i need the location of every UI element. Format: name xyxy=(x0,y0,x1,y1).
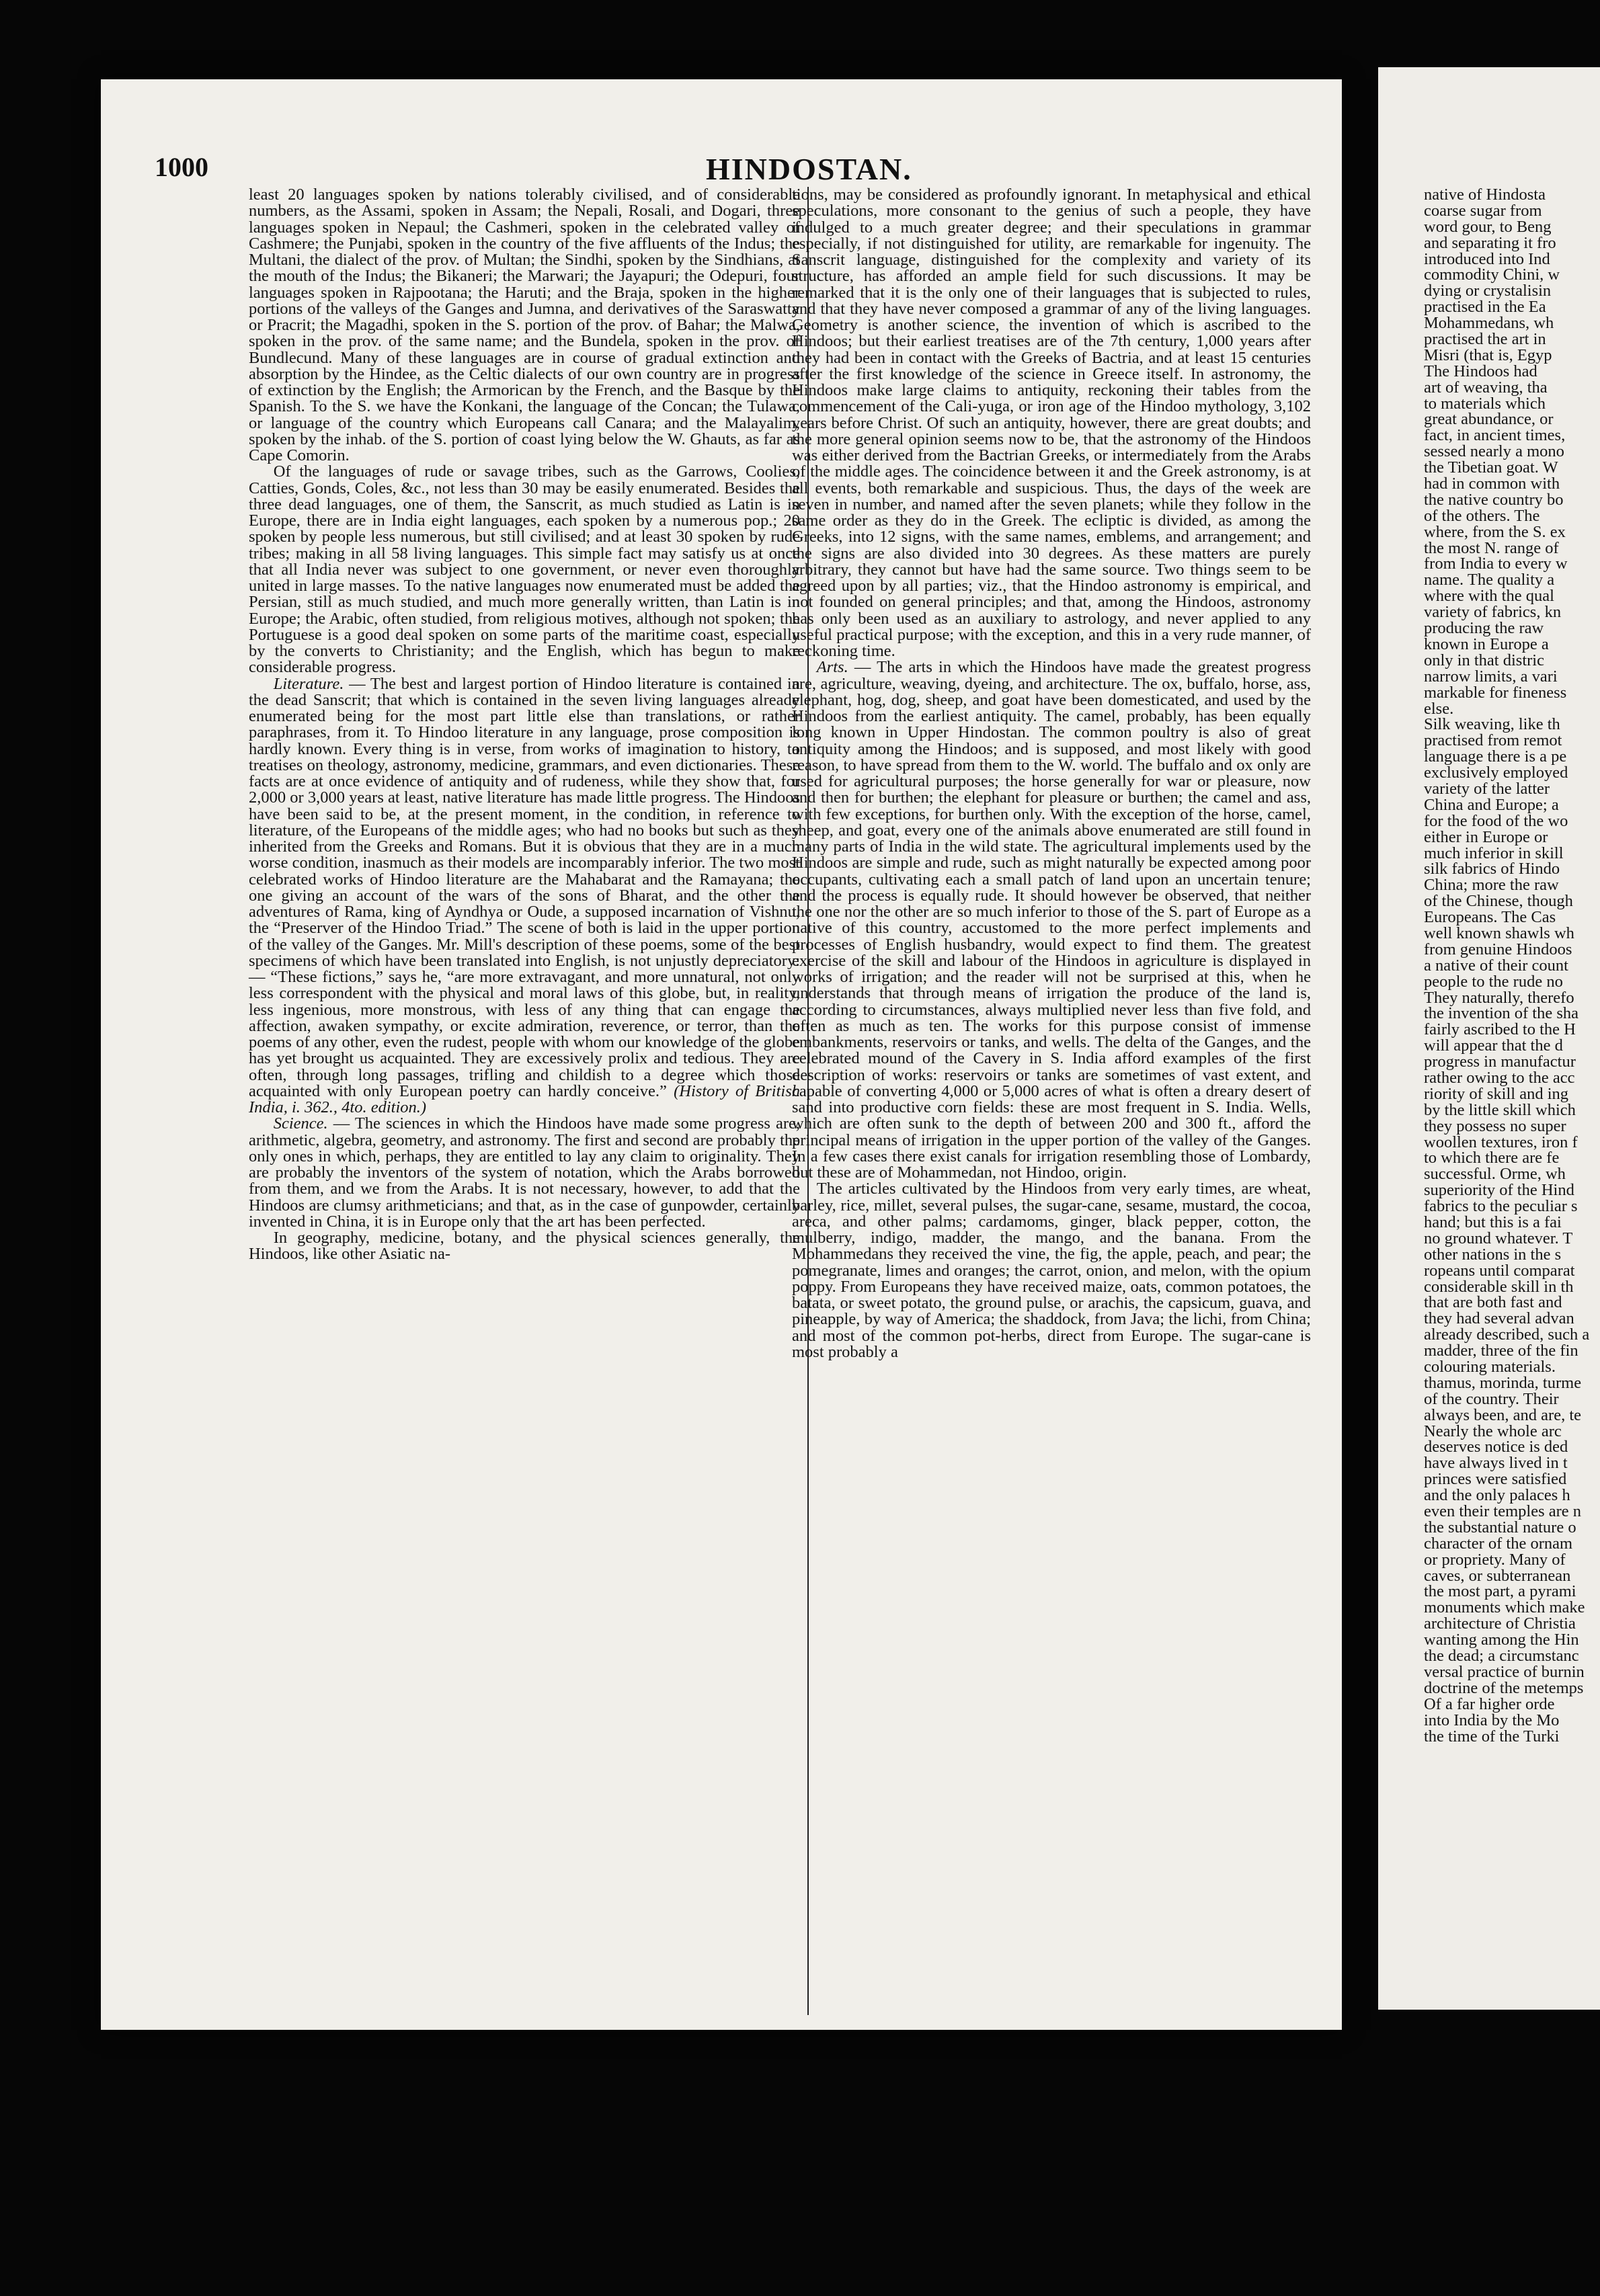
text-line: riority of skill and ing xyxy=(1424,1084,1569,1103)
text-line: the time of the Turki xyxy=(1424,1727,1560,1746)
text-line: name. The quality a xyxy=(1424,571,1555,589)
text-line: deserves notice is ded xyxy=(1424,1438,1568,1457)
text-line: monuments which make xyxy=(1424,1598,1585,1617)
text-line: practised the art in xyxy=(1424,330,1546,349)
text-line: the Tibetian goat. W xyxy=(1424,458,1558,477)
page-number: 1000 xyxy=(155,152,208,182)
paragraph: Of the languages of rude or savage tribes, such as the Garrows, Coolies, Catties, Gonds, Coles, &c., not less than 30 may be easily enumerated. Besides the three dead languages, one of them, the Sanscrit, as much studied as Latin is in Europe, there are in India eight languages, each spoken by a numerous pop.; 20 spoken by people less numerous, but still civilised; and at least 30 spoken by rude tribes; making in all 58 living languages. This simple fact may satisfy us at once that all India never was subject to one government, or never even thoroughly united in large masses. To the native languages now enumerated must be added the Persian, still as much studied, and much more generally written, than Latin is in Europe; the Arabic, often studied, from religious motives, although not spoken; the Portuguese is a good deal spoken on some parts of the maritime coast, especially by the converts to Christianity; and the English, which has begun to make considerable progress. xyxy=(249,462,800,677)
text-line: markable for fineness xyxy=(1424,683,1567,702)
text-line: fabrics to the peculiar s xyxy=(1424,1197,1578,1216)
text-line: no ground whatever. T xyxy=(1424,1229,1573,1247)
text-line: variety of the latter xyxy=(1424,779,1550,798)
paragraph: The articles cultivated by the Hindoos from very early times, are wheat, barley, rice, millet, several pulses, the sugar-cane, sesame, mustard, the cocoa, areca, and other palms; cardamoms, ginger, black pepper, cotton, the mulberry, indigo, madder, the mango, and the banana. From the Mohammedans they received the vine, the fig, the apple, peach, and pear; the pomegranate, limes and oranges; the carrot, onion, and melon, with the opium poppy. From Europeans they have received maize, oats, common potatoes, the batata, or sweet potato, the ground pulse, or arachis, the capsicum, guava, and pineapple, by way of America; the shaddock, from Java; the lichi, from China; and most of the common pot-herbs, direct from Europe. The sugar-cane is most probably a xyxy=(792,1180,1311,1361)
text-line: character of the ornam xyxy=(1424,1534,1573,1553)
text-line: a native of their count xyxy=(1424,956,1568,975)
text-line: successful. Orme, wh xyxy=(1424,1165,1566,1184)
section-heading: Literature. xyxy=(273,674,344,693)
text-line: thamus, morinda, turme xyxy=(1424,1373,1582,1392)
text-line: they had several advan xyxy=(1424,1309,1574,1328)
text-line: word gour, to Beng xyxy=(1424,217,1552,236)
text-line: to which there are fe xyxy=(1424,1149,1560,1167)
text-line: considerable skill in th xyxy=(1424,1277,1574,1296)
text-line: of the country. Their xyxy=(1424,1389,1559,1408)
text-line: fairly ascribed to the H xyxy=(1424,1020,1576,1039)
text-line: princes were satisfied xyxy=(1424,1470,1567,1489)
text-line: where with the qual xyxy=(1424,587,1554,606)
paragraph-text: — The best and largest portion of Hindoo literature is contained in the dead Sanscrit; that which is contained in the seven living languages already enumerated being for the most part little else than translations, or rather paraphrases, from it. To Hindoo literature in any language, prose composition is hardly known. Every thing is in verse, from works of imagination to history, to treatises on theology, astronomy, medicine, grammars, and even dictionaries. These facts are at once evidence of antiquity and of rudeness, while they show that, for 2,000 or 3,000 years at least, native literature has made little progress. The Hindoos have been said to be, at the present moment, in the condition, in reference to literature, of the Europeans of the middle ages; who had no books but such as they inherited from the Greeks and Romans. But it is obvious that they are in a much worse condition, inasmuch as their models are incomparably inferior. The two most celebrated works of Hindoo literature are the Mahabarat and the Ramayana; the one giving an account of the wars of the sons of Bharat, and the other the adventures of Rama, king of Ayndhya or Oude, a supposed incarnation of Vishnu, the “Preserver of the Hindoo Triad.” The scene of both is laid in the upper portion of the valley of the Ganges. Mr. Mill's description of these poems, some of the best specimens of which have been translated into English, is not unjustly depreciatory: — “These fictions,” says he, “are more extravagant, and more unnatural, not only less correspondent with the physical and moral laws of this globe, but, in reality, less ingenious, more monstrous, with less of any thing that can engage the affection, awaken sympathy, or excite admiration, reverence, or terror, than the poems of any other, even the rudest, people with whom our knowledge of the globe has yet brought us acquainted. They are excessively prolix and tedious. They are often, through long passages, trifling and childish to a degree which those acquainted with only European poetry can hardly conceive.” xyxy=(249,674,800,1100)
science-paragraph xyxy=(249,1116,800,1230)
page-header xyxy=(155,151,1230,185)
paragraph: tions, may be considered as profoundly ignorant. In metaphysical and ethical speculations, more consonant to the genius of such a people, they have indulged to a much greater degree; and their speculations in grammar especially, if not distinguished for utility, are remarkable for ingenuity. The Sanscrit language, distinguished for the complexity and variety of its structure, has afforded an ample field for such discussions. It may be remarked that it is the only one of their languages that is subjected to rules, and that they have never composed a grammar of any of the living languages. Geometry is another science, the invention of which is ascribed to the Hindoos; but their earliest treatises are of the 7th century, 1,000 years after they had been in contact with the Greeks of Bactria, and at least 15 centuries after the first knowledge of the science in Greece itself. In astronomy, the Hindoos make large claims to antiquity, reckoning their tables from the commencement of the Cali-yuga, or iron age of the Hindoo mythology, 3,102 years before Christ. Of such an antiquity, however, there are great doubts; and the more general opinion seems now to be, that the astronomy of the Hindoos was either derived from the Bactrian Greeks, or intermediately from the Arabs of the middle ages. The coincidence between it and the Greek astronomy, is at all events, both remarkable and suspicious. Thus, the days of the week are seven in number, and named after the seven planets; while they follow in the same order as they do in the Greek. The ecliptic is divided, as among the Greeks, into 12 signs, with the same names, emblems, and arrangement; and the signs are also divided into 30 degrees. As these matters are purely arbitrary, they cannot but have had the same source. Two things seem to be agreed upon by all parties; viz., that the Hindoo astronomy is empirical, and not founded on general principles; and that, among the Hindoos, astronomy has only been used as an auxiliary to astrology, and never applied to any useful practical purpose; with the exception, and this in a very rude manner, of reckoning time. xyxy=(792,186,1311,660)
text-line: They naturally, therefo xyxy=(1424,988,1574,1007)
text-line: the most part, a pyrami xyxy=(1424,1582,1576,1601)
text-line: coarse sugar from xyxy=(1424,201,1542,220)
text-line: colouring materials. xyxy=(1424,1358,1556,1377)
text-line: woollen textures, iron f xyxy=(1424,1133,1578,1151)
text-line: Europeans. The Cas xyxy=(1424,908,1556,927)
text-line: language there is a pe xyxy=(1424,747,1567,766)
text-line: into India by the Mo xyxy=(1424,1711,1560,1729)
text-line: Silk weaving, like th xyxy=(1424,715,1560,734)
text-line: much inferior in skill xyxy=(1424,844,1564,862)
text-line: madder, three of the fin xyxy=(1424,1342,1578,1360)
text-line: Nearly the whole arc xyxy=(1424,1422,1562,1440)
text-line: already described, such a xyxy=(1424,1325,1590,1344)
text-line: architecture of Christia xyxy=(1424,1614,1576,1633)
text-line: or propriety. Many of xyxy=(1424,1550,1566,1569)
text-line: the invention of the sha xyxy=(1424,1004,1578,1023)
text-line: sessed nearly a mono xyxy=(1424,442,1564,461)
text-line: only in that distric xyxy=(1424,651,1544,669)
text-line: had in common with xyxy=(1424,475,1560,493)
text-line: they possess no super xyxy=(1424,1116,1566,1135)
text-line: native of Hindosta xyxy=(1424,187,1546,204)
text-line: other nations in the s xyxy=(1424,1245,1562,1264)
text-line: practised from remot xyxy=(1424,731,1562,750)
text-line: progress in manufactur xyxy=(1424,1053,1576,1071)
text-line: doctrine of the metemps xyxy=(1424,1678,1584,1697)
text-line: for the food of the wo xyxy=(1424,811,1568,830)
text-line: rather owing to the acc xyxy=(1424,1068,1575,1087)
text-line: and the only palaces h xyxy=(1424,1486,1570,1505)
text-line: exclusively employed xyxy=(1424,764,1568,782)
text-line: people to the rude no xyxy=(1424,972,1563,991)
paragraph: In geography, medicine, botany, and the physical sciences generally, the Hindoos, like other Asiatic na- xyxy=(249,1229,800,1264)
text-line: silk fabrics of Hindo xyxy=(1424,860,1560,878)
text-line: great abundance, or xyxy=(1424,410,1554,429)
text-line: hand; but this is a fai xyxy=(1424,1213,1562,1231)
text-line: ropeans until comparat xyxy=(1424,1261,1575,1280)
text-line: have always lived in t xyxy=(1424,1454,1568,1473)
section-heading: Arts. xyxy=(816,658,848,677)
text-line: producing the raw xyxy=(1424,619,1544,638)
text-line: Mohammedans, wh xyxy=(1424,314,1554,333)
text-line: art of weaving, tha xyxy=(1424,378,1548,397)
paragraph-text: — The arts in which the Hindoos have made the greatest progress are, agriculture, weaving, dyeing, and architecture. The ox, buffalo, horse, ass, elephant, hog, dog, sheep, and goat have been domesticated, and used by the Hindoos from the earliest antiquity. The camel, probably, has been equally long known in Upper Hindostan. The common poultry is also of great antiquity among the Hindoos; and is supposed, and most likely with good reason, to have spread from them to the W. world. The buffalo and ox only are used for agricultural purposes; the horse generally for war or pleasure, now and then for burthen; the elephant for pleasure or burthen; the camel and ass, with few exceptions, for burthen only. With the exception of the horse, camel, sheep, and goat, every one of the animals above enumerated are still found in many parts of India in the wild state. The agricultural implements used by the Hindoos are simple and rude, such as might naturally be expected among poor occupants, cultivating each a small patch of land upon an uncertain tenure; and the process is equally rude. It should however be observed, that neither the one nor the other are so much inferior to those of the S. part of Europe as a native of this country, accustomed to the more perfect implements and processes of English husbandry, would expect to find them. The greatest exercise of the skill and labour of the Hindoos in agriculture is displayed in works of irrigation; and the reader will not be surprised at this, when he understands that through means of irrigation the produce of the land is, according to circumstances, always multiplied never less than five fold, and often as much as ten. The works for this purpose consist of immense embankments, reservoirs or tanks, and wells. The delta of the Ganges, and the celebrated mound of the Cavery in S. India afford examples of the first description of works: reservoirs or tanks are sometimes of vast extent, and capable of converting 4,000 or 5,000 acres of what is often a dreary desert of sand into productive corn fields: these are most frequent in S. India. Wells, which are often sunk to the depth of between 200 and 300 ft., afford the principal means of irrigation in the upper portion of the valley of the Ganges. In a few cases there exist canals for irrigation resembling those of Lombardy, but these are of Mohammedan, not Hindoo, origin. xyxy=(792,658,1311,1182)
text-line: the most N. range of xyxy=(1424,538,1559,557)
paragraph-text: — The sciences in which the Hindoos have made some progress are, arithmetic, algebra, geometry, and astronomy. The first and second are probably the only ones in which, perhaps, they are entitled to lay any claim to originality. They are probably the inventors of the system of notation, which the Arabs borrowed from them, and we from the Arabs. It is not necessary, however, to add that the Hindoos are clumsy arithmeticians; and that, as in the case of gunpowder, certainly invented in China, it is in Europe only that the art has been perfected. xyxy=(249,1114,800,1231)
text-line: China and Europe; a xyxy=(1424,795,1559,814)
middle-column xyxy=(792,187,1311,1961)
text-line: Misri (that is, Egyp xyxy=(1424,345,1552,364)
text-line: even their temples are n xyxy=(1424,1502,1582,1521)
text-line: practised in the Ea xyxy=(1424,298,1546,317)
text-line: introduced into Ind xyxy=(1424,249,1550,268)
text-line: narrow limits, a vari xyxy=(1424,667,1558,686)
text-line: the native country bo xyxy=(1424,490,1564,509)
arts-paragraph xyxy=(792,659,1311,1181)
text-line: commodity Chini, w xyxy=(1424,265,1560,284)
text-line: superiority of the Hind xyxy=(1424,1181,1574,1200)
text-line: where, from the S. ex xyxy=(1424,522,1566,541)
text-line: Of a far higher orde xyxy=(1424,1694,1555,1713)
text-line: variety of fabrics, kn xyxy=(1424,603,1562,622)
text-line: will appear that the d xyxy=(1424,1036,1563,1055)
citation: (History of British India, i. 362., 4to. edition.) xyxy=(249,1081,800,1116)
text-line: The Hindoos had xyxy=(1424,362,1537,380)
text-line: that are both fast and xyxy=(1424,1293,1562,1312)
text-line: else. xyxy=(1424,699,1454,718)
text-line: China; more the raw xyxy=(1424,876,1559,895)
section-heading: Science. xyxy=(273,1114,328,1133)
running-title: HINDOSTAN. xyxy=(706,152,912,186)
text-line: well known shawls wh xyxy=(1424,924,1574,942)
text-line: to materials which xyxy=(1424,394,1546,413)
text-line: of the Chinese, though xyxy=(1424,892,1573,911)
text-line: fact, in ancient times, xyxy=(1424,426,1566,445)
paragraph: least 20 languages spoken by nations tolerably civilised, and of considerable numbers, as the Assami, spoken in Assam; the Nepali, Rosali, and Dogari, three languages spoken in Nepaul; the Cashmeri, spoken in the celebrated valley of Cashmere; the Punjabi, spoken in the country of the five affluents of the Indus; the Multani, the dialect of the prov. of Multan; the Sindhi, spoken by the Sindhians, at the mouth of the Indus; the Bikaneri; the Marwari; the Jayapuri; the Odepuri, four languages spoken in Rajpootana; the Haruti; and the Braja, spoken in the higher portions of the valleys of the Ganges and Jumna, and derivatives of the Saraswatty or Pracrit; the Magadhi, spoken in the S. portion of the prov. of Bahar; the Malwa, spoken in the prov. of the same name; and the Bundela, spoken in the prov. of Bundlecund. Many of these languages are in course of gradual extinction and absorption by the Hindee, as the Celtic dialects of our own country are in progress of extinction by the English; the Armorican by the French, and the Basque by the Spanish. To the S. we have the Konkani, the language of the Concan; the Tulawa, or language of the country which Europeans call Canara; and the Malayalim, spoken by the inhab. of the S. portion of coast lying below the W. Ghauts, as far as Cape Comorin. xyxy=(249,186,800,464)
text-line: known in Europe a xyxy=(1424,634,1549,653)
text-line: wanting among the Hin xyxy=(1424,1631,1579,1649)
text-line: caves, or subterranean xyxy=(1424,1566,1571,1585)
text-line: versal practice of burnin xyxy=(1424,1662,1585,1681)
text-line: from genuine Hindoos xyxy=(1424,940,1572,958)
text-line: and separating it fro xyxy=(1424,233,1556,252)
text-line: from India to every w xyxy=(1424,555,1568,573)
text-line: the substantial nature o xyxy=(1424,1518,1576,1536)
literature-paragraph xyxy=(249,676,800,1116)
text-line: always been, and are, te xyxy=(1424,1405,1581,1424)
text-line: of the others. The xyxy=(1424,506,1540,525)
text-line: either in Europe or xyxy=(1424,827,1548,846)
left-column xyxy=(249,187,800,1961)
facing-page-column xyxy=(1424,187,1600,1961)
text-line: the dead; a circumstanc xyxy=(1424,1647,1579,1666)
text-line: by the little skill which xyxy=(1424,1100,1576,1119)
text-line: dying or crystalisin xyxy=(1424,282,1552,300)
